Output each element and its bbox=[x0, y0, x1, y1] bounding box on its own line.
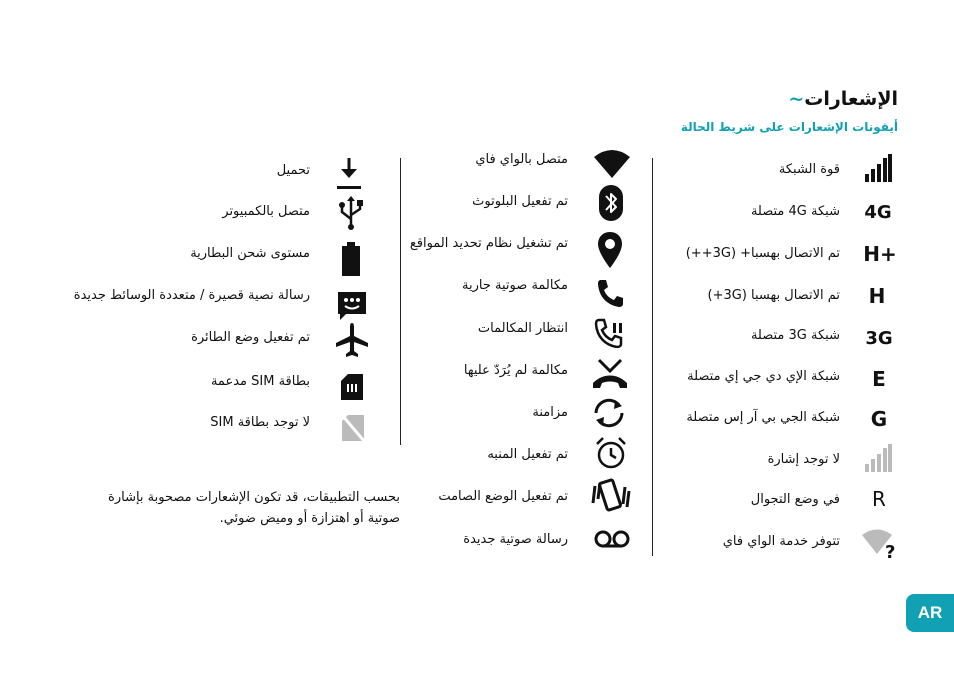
label-no-sim: لا توجد بطاقة SIM bbox=[210, 415, 310, 430]
gprs-icon: G bbox=[870, 407, 888, 431]
label-call: مكالمة صوتية جارية bbox=[462, 278, 568, 293]
label-message: رسالة نصية قصيرة / متعددة الوسائط جديدة bbox=[73, 288, 310, 303]
alarm-icon bbox=[592, 434, 630, 472]
label-airplane: تم تفعيل وضع الطائرة bbox=[191, 330, 310, 345]
battery-icon bbox=[338, 240, 364, 278]
column-divider-left bbox=[400, 158, 401, 445]
label-call-on-hold: انتظار المكالمات bbox=[477, 321, 568, 336]
call-on-hold-icon bbox=[592, 316, 628, 350]
3g-icon: 3G bbox=[865, 327, 893, 349]
label-sync: مزامنة bbox=[532, 405, 568, 420]
sim-card-icon bbox=[338, 372, 366, 402]
usb-icon bbox=[334, 194, 368, 232]
label-edge: شبكة الإي دي جي إي متصلة bbox=[687, 369, 840, 384]
label-no-signal: لا توجد إشارة bbox=[767, 452, 840, 467]
label-vibrate: تم تفعيل الوضع الصامت bbox=[438, 489, 568, 504]
label-sim-card: بطاقة SIM مدعمة bbox=[210, 374, 310, 389]
language-badge: AR bbox=[906, 594, 954, 632]
label-4g: شبكة 4G متصلة bbox=[750, 204, 840, 219]
no-signal-icon bbox=[860, 442, 896, 474]
label-wifi-available: تتوفر خدمة الواي فاي bbox=[722, 534, 840, 549]
page-subtitle: أيقونات الإشعارات على شريط الحالة bbox=[680, 120, 898, 134]
wifi-available-icon bbox=[858, 526, 902, 560]
label-signal-strength: قوة الشبكة bbox=[778, 162, 840, 177]
no-sim-icon bbox=[338, 412, 368, 444]
page-title bbox=[782, 88, 898, 110]
label-h-plus: تم الاتصال بهسبا+ (3G++) bbox=[685, 246, 840, 261]
label-gprs: شبكة الجي بي آر إس متصلة bbox=[686, 410, 840, 425]
label-voicemail: رسالة صوتية جديدة bbox=[463, 532, 568, 547]
label-download: تحميل bbox=[276, 163, 310, 178]
notification-note: بحسب التطبيقات، قد تكون الإشعارات مصحوبة بإشارة صوتية أو اهتزازة أو وميض ضوئي. bbox=[108, 490, 400, 526]
4g-icon: 4G bbox=[864, 201, 892, 223]
location-icon bbox=[594, 230, 626, 270]
sync-icon bbox=[590, 396, 628, 430]
edge-icon: E bbox=[872, 367, 886, 391]
label-usb: متصل بالكمبيوتر bbox=[222, 204, 310, 219]
roaming-icon: R bbox=[872, 487, 886, 511]
download-icon bbox=[334, 156, 364, 192]
title-text: الإشعارات bbox=[804, 88, 898, 110]
airplane-icon bbox=[332, 320, 372, 360]
voicemail-icon bbox=[592, 526, 632, 552]
label-h: تم الاتصال بهسبا (3G+) bbox=[707, 288, 840, 303]
label-location: تم تشغيل نظام تحديد المواقع bbox=[409, 236, 568, 251]
label-battery: مستوى شحن البطارية bbox=[190, 246, 310, 261]
label-3g: شبكة 3G متصلة bbox=[750, 328, 840, 343]
vibrate-icon bbox=[588, 476, 632, 514]
label-alarm: تم تفعيل المنبه bbox=[487, 447, 568, 462]
signal-strength-icon bbox=[860, 150, 896, 186]
wifi-icon bbox=[592, 148, 632, 180]
h-plus-icon: H+ bbox=[863, 242, 897, 266]
column-divider-right bbox=[652, 158, 653, 556]
label-missed-call: مكالمة لم يُرَدّ عليها bbox=[463, 363, 568, 378]
message-icon bbox=[334, 288, 370, 324]
bluetooth-icon bbox=[596, 184, 626, 222]
tilde-mark: ~ bbox=[788, 88, 805, 110]
call-icon bbox=[594, 276, 626, 310]
missed-call-icon bbox=[590, 356, 630, 392]
label-wifi: متصل بالواي فاي bbox=[475, 152, 568, 167]
label-bluetooth: تم تفعيل البلوتوث bbox=[472, 194, 568, 209]
h-icon: H bbox=[868, 284, 886, 308]
label-roaming: في وضع التجوال bbox=[750, 492, 840, 507]
wifi-question-mark: ? bbox=[885, 542, 896, 560]
